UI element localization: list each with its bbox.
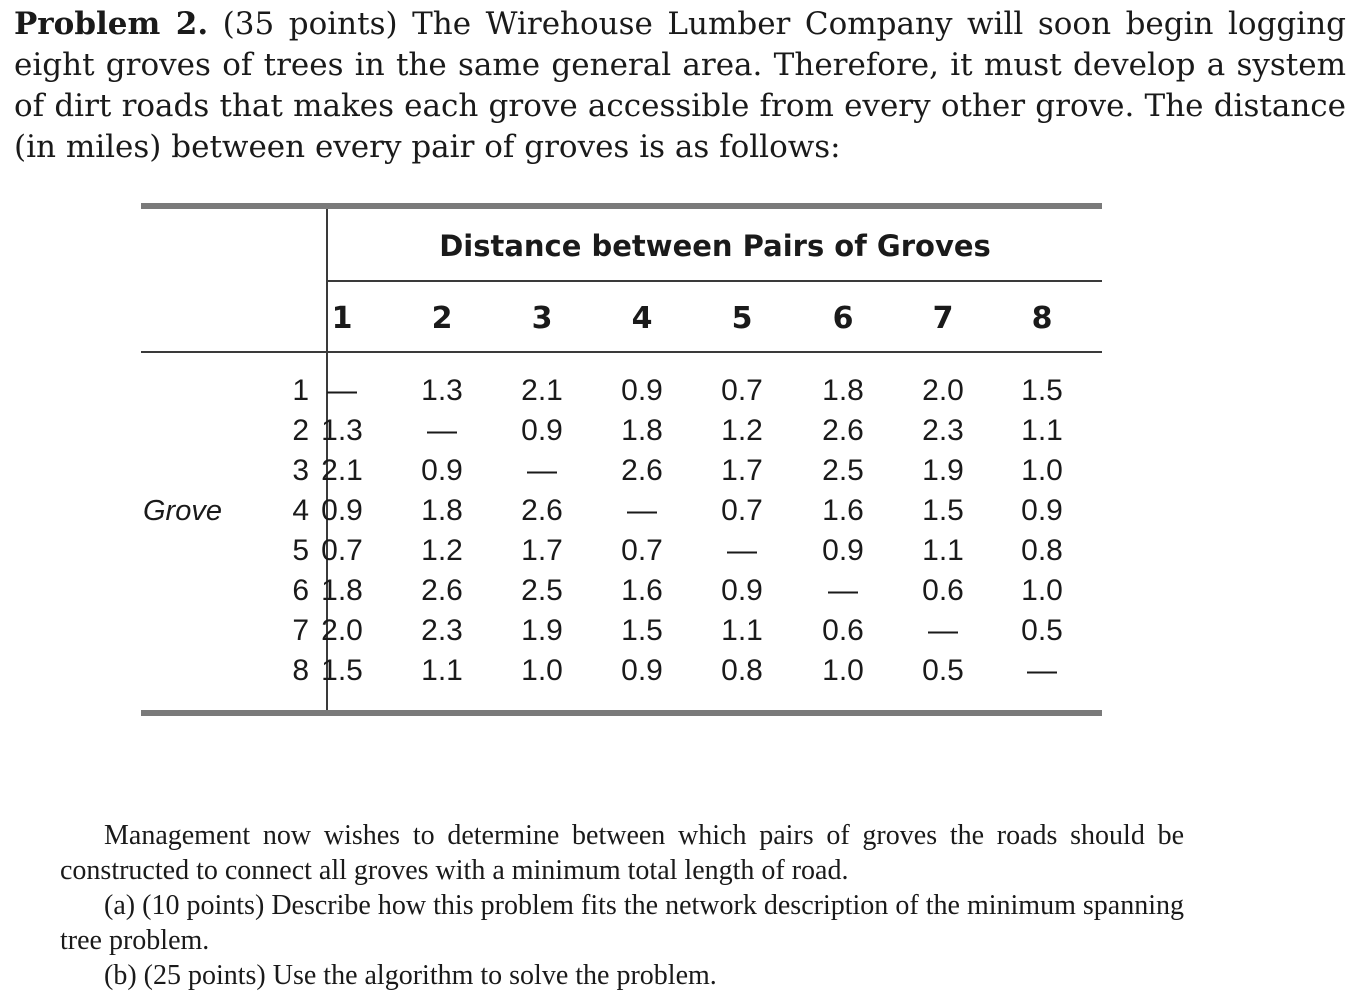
table-cell: 0.9 [1021,494,1063,527]
table-cell: 1.7 [521,534,563,567]
header-rule [141,351,1102,353]
problem-text: (35 points) The Wirehouse Lumber Company will soon begin logging eight groves of trees in the same general area. Therefore, it must develop a system of dirt roads that makes each grove accessible from every other grove. The distance (in miles) between every pair of groves is as follows: [14,6,1347,165]
table-cell: 0.9 [621,374,663,407]
table-cell: 0.9 [421,454,463,487]
table-cell: — [627,494,657,527]
table-cell: 2.5 [822,454,864,487]
row-header-grove: Grove [143,495,222,527]
followup-intro: Management now wishes to determine between which pairs of groves the roads should be constructed to connect all groves with a minimum total length of road. [60,820,1184,886]
table-cell: 1.0 [1021,574,1063,607]
row-label: 2 [292,414,309,447]
table-cell: 0.9 [621,654,663,687]
table-cell: 2.6 [421,574,463,607]
row-label: 8 [292,654,309,687]
part-b: (b) (25 points) Use the algorithm to solve the problem. [104,960,717,991]
table-cell: 1.1 [721,614,763,647]
table-cell: 1.0 [1021,454,1063,487]
table-cell: 2.3 [922,414,964,447]
table-cell: 0.9 [721,574,763,607]
table-cell: 0.5 [922,654,964,687]
table-cell: 2.0 [321,614,363,647]
table-cell: 1.0 [822,654,864,687]
table-cell: 1.6 [621,574,663,607]
table-cell: — [527,454,557,487]
table-cell: 0.6 [922,574,964,607]
table-cell: — [427,414,457,447]
column-header: 1 [331,301,353,336]
table-cell: 2.5 [521,574,563,607]
table-cell: 1.1 [922,534,964,567]
column-header: 3 [531,301,553,336]
table-cell: 0.9 [822,534,864,567]
table-cell: 1.1 [1021,414,1063,447]
table-cell: 0.9 [521,414,563,447]
table-cell: 0.6 [822,614,864,647]
row-label: 7 [292,614,309,647]
table-cell: 1.8 [421,494,463,527]
problem-statement [14,4,1346,168]
row-label: 6 [292,574,309,607]
column-header: 8 [1031,301,1053,336]
table-cell: 1.5 [922,494,964,527]
table-cell: — [327,374,357,407]
row-label: 1 [292,374,309,407]
table-cell: 0.9 [321,494,363,527]
row-label: 5 [292,534,309,567]
table-cell: 1.0 [521,654,563,687]
table-cell: 2.0 [922,374,964,407]
table-cell: 2.6 [822,414,864,447]
table-cell: 0.5 [1021,614,1063,647]
column-header: 4 [631,301,653,336]
table-cell: 1.7 [721,454,763,487]
table-cell: 2.1 [321,454,363,487]
table-cell: 1.1 [421,654,463,687]
column-header: 5 [731,301,753,336]
table-cell: — [727,534,757,567]
table-cell: 0.8 [1021,534,1063,567]
table-cell: 0.7 [721,494,763,527]
table-cell: — [928,614,958,647]
table-cell: 1.9 [922,454,964,487]
table-cell: 2.6 [621,454,663,487]
followup-text [60,818,1184,993]
table-cell: 0.8 [721,654,763,687]
column-header: 7 [932,301,954,336]
column-header: 6 [832,301,854,336]
table-bottom-rule [141,710,1102,716]
table-cell: 2.3 [421,614,463,647]
table-cell: 0.7 [321,534,363,567]
table-cell: 2.1 [521,374,563,407]
table-cell: 0.7 [721,374,763,407]
table-cell: 1.8 [621,414,663,447]
table-cell: 1.8 [321,574,363,607]
table-cell: 1.2 [421,534,463,567]
table-cell: 0.7 [621,534,663,567]
table-cell: 1.3 [321,414,363,447]
part-a: (a) (10 points) Describe how this problem fits the network description of the minimum spanning tree problem. [60,890,1184,956]
table-top-rule [141,203,1102,209]
table-cell: 2.6 [521,494,563,527]
table-cell: — [1027,654,1057,687]
table-cell: 1.3 [421,374,463,407]
row-label: 4 [292,494,309,527]
table-cell: 1.8 [822,374,864,407]
table-cell: 1.9 [521,614,563,647]
distance-table [141,203,1102,718]
table-cell: 1.5 [321,654,363,687]
problem-number: Problem 2. [14,6,209,42]
column-header: 2 [431,301,453,336]
table-cell: — [828,574,858,607]
table-cell: 1.5 [1021,374,1063,407]
row-label: 3 [292,454,309,487]
table-cell: 1.5 [621,614,663,647]
table-cell: 1.6 [822,494,864,527]
table-cell: 1.2 [721,414,763,447]
title-rule [328,280,1102,282]
table-title: Distance between Pairs of Groves [439,229,991,263]
